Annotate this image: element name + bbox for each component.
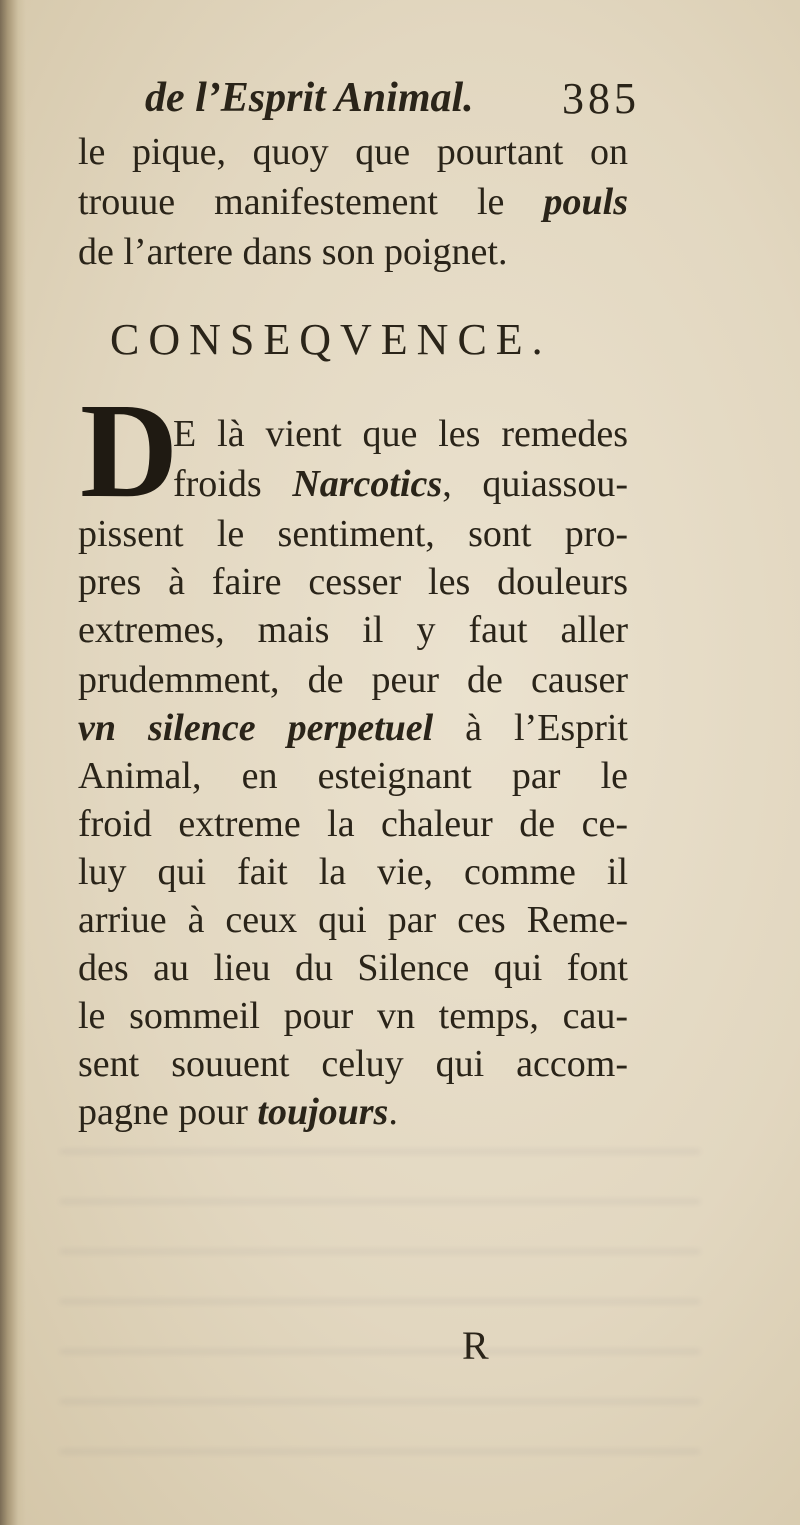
text-line: froids Narcotics, quiassou- xyxy=(173,463,628,505)
text-line: vn silence perpetuel à l’Esprit xyxy=(78,707,628,749)
text-line: pissent le sentiment, sont pro- xyxy=(78,513,628,555)
drop-cap-initial: D xyxy=(80,376,179,526)
text-line: sent souuent celuy qui accom- xyxy=(78,1043,628,1085)
text-line: arriue à ceux qui par ces Reme- xyxy=(78,899,628,941)
running-title: de l’Esprit Animal. xyxy=(145,75,474,121)
section-heading: CONSEQVENCE. xyxy=(110,315,552,364)
italic-phrase: vn silence perpetuel xyxy=(78,707,434,749)
italic-word: pouls xyxy=(543,181,628,223)
text-line: Animal, en esteignant par le xyxy=(78,755,628,797)
text-line: prudemment, de peur de causer xyxy=(78,659,628,701)
text-line: pagne pour toujours. xyxy=(78,1091,398,1133)
binding-gutter xyxy=(0,0,26,1525)
text-line: des au lieu du Silence qui font xyxy=(78,947,628,989)
text-line: luy qui fait la vie, comme il xyxy=(78,851,628,893)
text-line: froid extreme la chaleur de ce- xyxy=(78,803,628,845)
text-line: trouue manifestement le pouls xyxy=(78,181,628,223)
page-header xyxy=(145,70,640,130)
text-line: E là vient que les remedes xyxy=(173,413,628,455)
ink-show-through xyxy=(60,1150,700,1480)
text-line: le pique, quoy que pourtant on xyxy=(78,131,628,173)
text-line: pres à faire cesser les douleurs xyxy=(78,561,628,603)
text-line: extremes, mais il y faut aller xyxy=(78,609,628,651)
italic-word: Narcotics xyxy=(292,463,443,505)
text-line: le sommeil pour vn temps, cau- xyxy=(78,995,628,1037)
text-line: de l’artere dans son poignet. xyxy=(78,231,508,273)
page-number: 385 xyxy=(562,74,640,123)
italic-word: toujours xyxy=(257,1091,389,1133)
signature-catchword: R xyxy=(462,1323,489,1368)
